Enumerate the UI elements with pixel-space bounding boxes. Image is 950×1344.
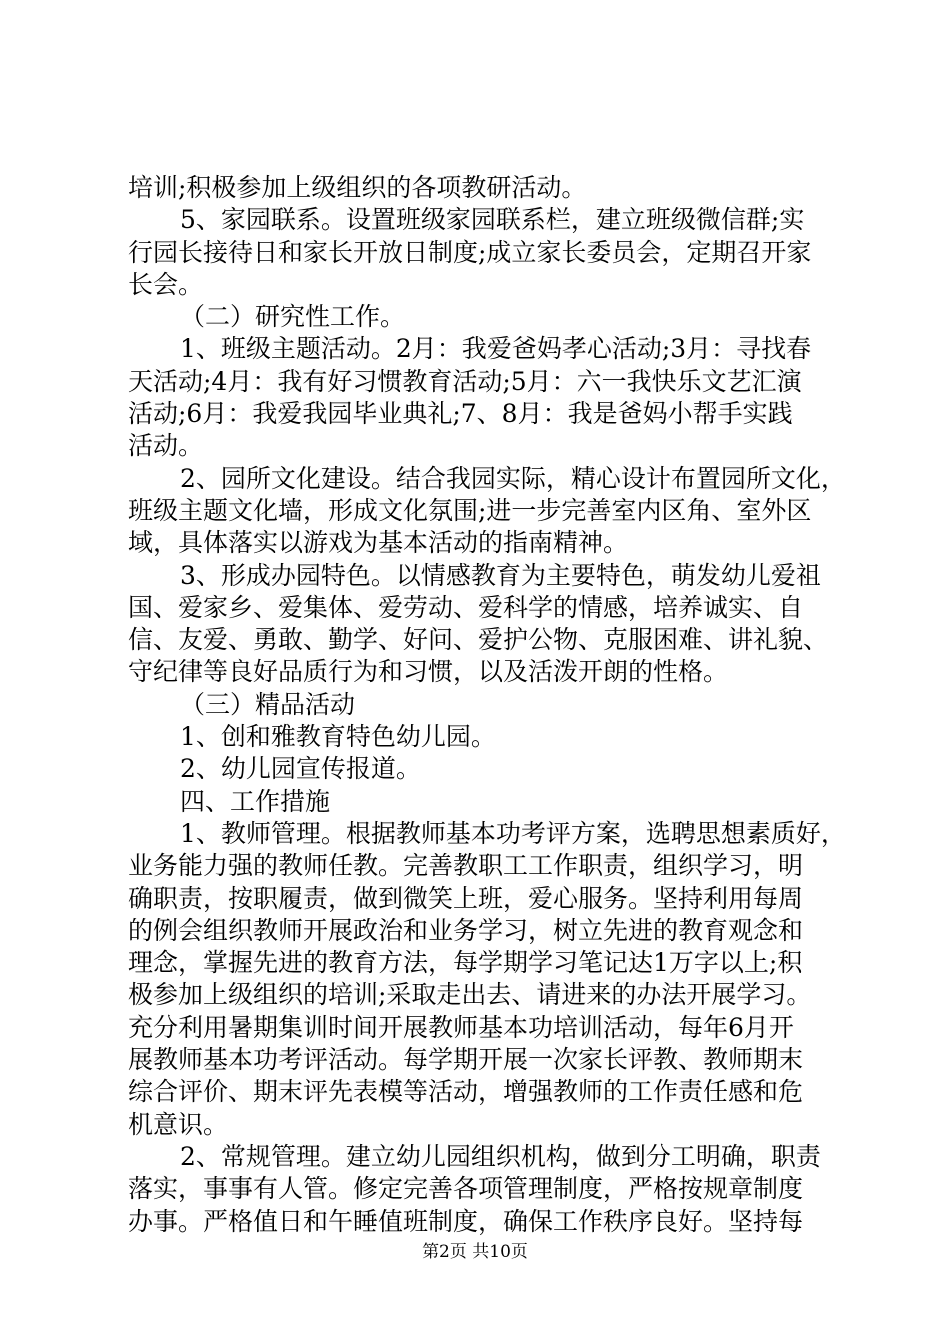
text-line: 的例会组织教师开展政治和业务学习，树立先进的教育观念和 [128, 915, 804, 945]
text-line: 5、家园联系。设置班级家园联系栏，建立班级微信群;实 [180, 205, 805, 235]
text-line: 1、教师管理。根据教师基本功考评方案，选聘思想素质好， [180, 818, 846, 848]
text-line: 综合评价、期末评先表模等活动，增强教师的工作责任感和危 [128, 1077, 804, 1107]
text-line: 2、幼儿园宣传报道。 [180, 754, 421, 784]
text-line: 长会。 [128, 269, 204, 299]
page-footer: 第2页 共10页 [422, 1242, 528, 1262]
text-line: 落实，事事有人管。修定完善各项管理制度，严格按规章制度 [128, 1174, 804, 1204]
text-line: 国、爱家乡、爱集体、爱劳动、爱科学的情感，培养诚实、自 [128, 592, 804, 622]
text-line: （二）研究性工作。 [180, 302, 406, 332]
text-line: 2、常规管理。建立幼儿园组织机构，做到分工明确，职责 [180, 1141, 821, 1171]
text-line: 培训;积极参加上级组织的各项教研活动。 [128, 173, 587, 202]
document-body [128, 172, 846, 1238]
text-line: 2、园所文化建设。结合我园实际，精心设计布置园所文化， [180, 463, 846, 493]
text-line: 活动;6月：我爱我园毕业典礼;7、8月：我是爸妈小帮手实践 [128, 399, 793, 429]
text-line: 理念，掌握先进的教育方法，每学期学习笔记达1万字以上;积 [128, 948, 803, 978]
text-line: 守纪律等良好品质行为和习惯，以及活泼开朗的性格。 [128, 657, 729, 687]
text-line: 展教师基本功考评活动。每学期开展一次家长评教、教师期末 [128, 1045, 804, 1075]
text-line: 天活动;4月：我有好习惯教育活动;5月：六一我快乐文艺汇演 [128, 366, 802, 396]
text-line: 机意识。 [128, 1109, 229, 1139]
text-line: 1、创和雅教育特色幼儿园。 [180, 722, 496, 752]
text-line: 1、班级主题活动。2月：我爱爸妈孝心活动;3月：寻找春 [180, 334, 812, 364]
text-line: 活动。 [128, 431, 204, 461]
text-line: 极参加上级组织的培训;采取走出去、请进来的办法开展学习。 [128, 980, 812, 1010]
text-line: 行园长接待日和家长开放日制度;成立家长委员会，定期召开家 [128, 237, 812, 267]
text-line: 业务能力强的教师任教。完善教职工工作职责，组织学习，明 [128, 851, 804, 881]
text-line: 确职责，按职履责，做到微笑上班，爱心服务。坚持利用每周 [128, 883, 804, 913]
text-line: 域，具体落实以游戏为基本活动的指南精神。 [128, 528, 629, 558]
text-line: 3、形成办园特色。以情感教育为主要特色，萌发幼儿爱祖 [180, 560, 821, 590]
text-line: （三）精品活动 [180, 689, 356, 719]
text-line: 充分利用暑期集训时间开展教师基本功培训活动，每年6月开 [128, 1012, 794, 1042]
text-line: 办事。严格值日和午睡值班制度，确保工作秩序良好。坚持每 [128, 1206, 804, 1236]
text-line: 信、友爱、勇敢、勤学、好问、爱护公物、克服困难、讲礼貌、 [128, 625, 829, 655]
text-line: 四、工作措施 [180, 786, 331, 816]
text-line: 班级主题文化墙，形成文化氛围;进一步完善室内区角、室外区 [128, 495, 812, 525]
